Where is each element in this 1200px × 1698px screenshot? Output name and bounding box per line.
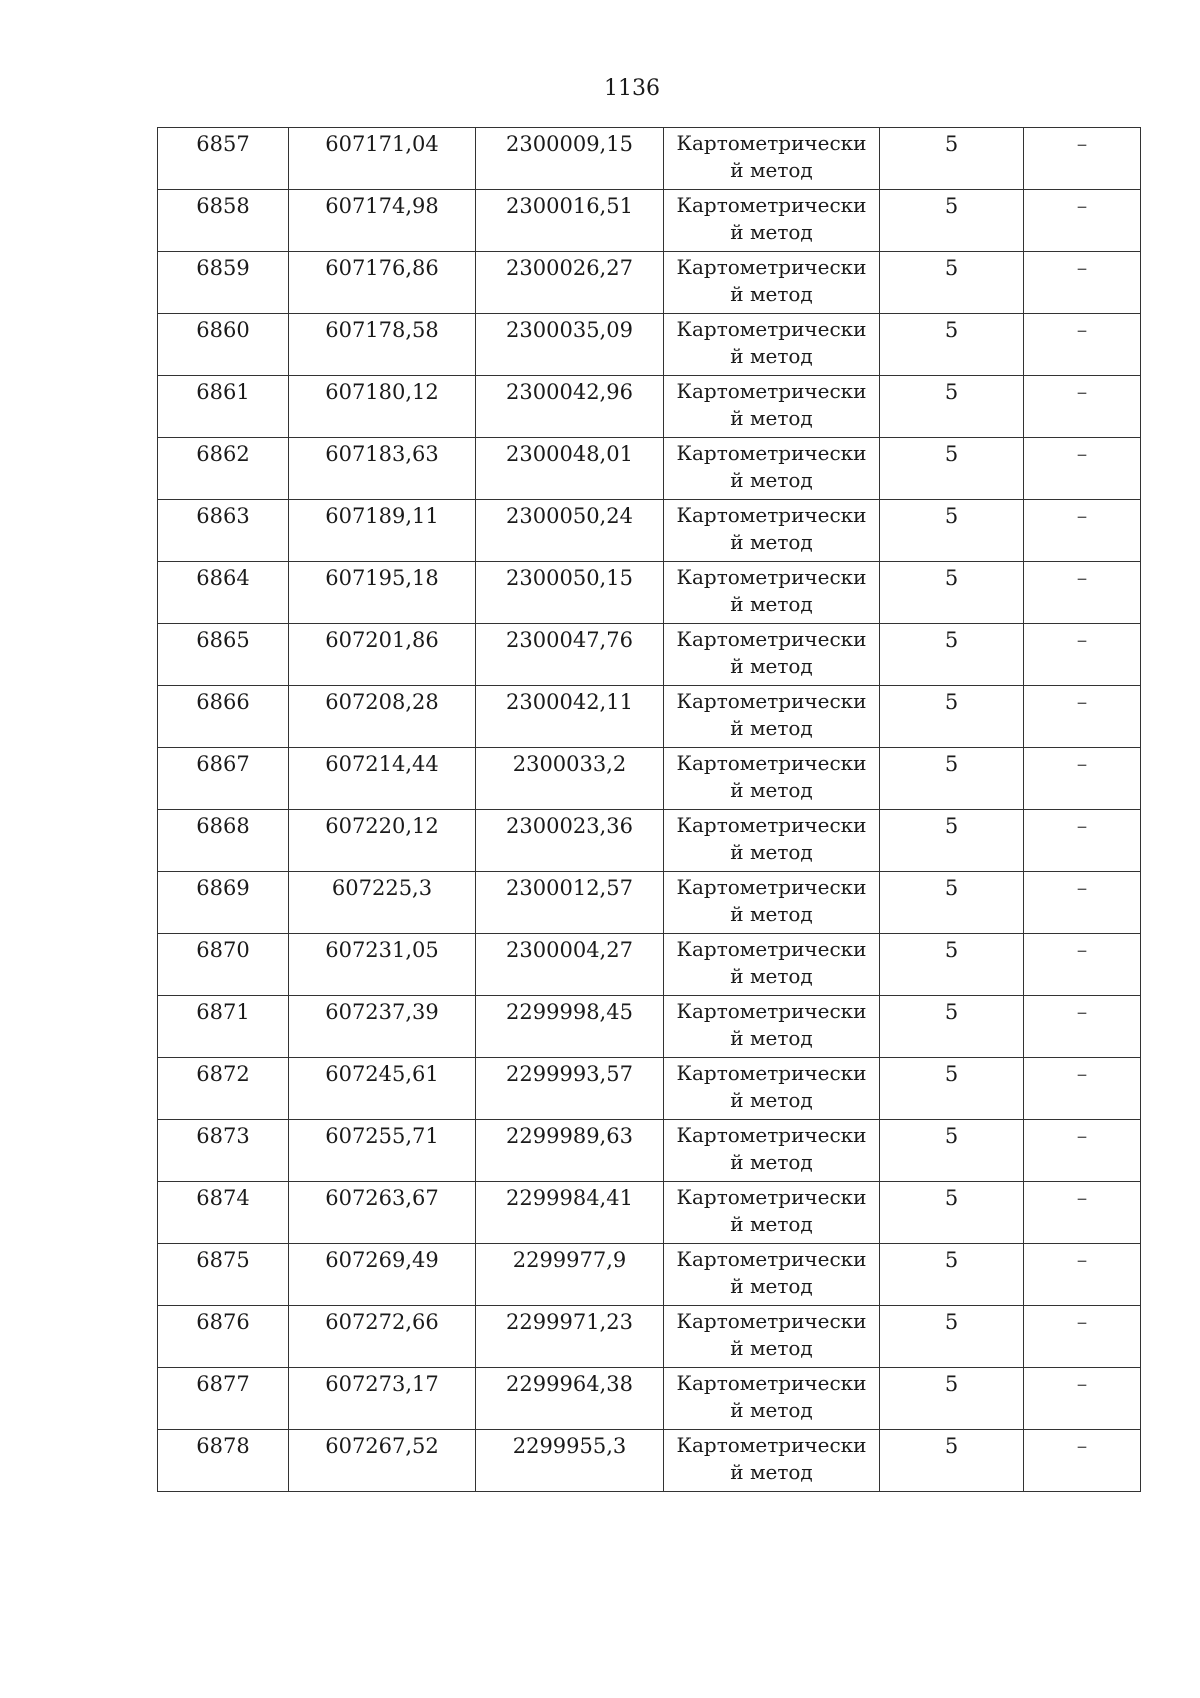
table-row	[158, 562, 1141, 624]
accuracy-cell: 5	[880, 1368, 1024, 1430]
method-cell: Картометрический метод	[664, 686, 880, 748]
note-cell: –	[1024, 562, 1141, 624]
x-coordinate-cell: 607220,12	[289, 810, 476, 872]
y-coordinate-cell: 2300047,76	[476, 624, 664, 686]
note-cell: –	[1024, 1244, 1141, 1306]
table-row	[158, 686, 1141, 748]
accuracy-cell: 5	[880, 376, 1024, 438]
method-cell: Картометрический метод	[664, 810, 880, 872]
table-row	[158, 1306, 1141, 1368]
table-row	[158, 314, 1141, 376]
x-coordinate-cell: 607237,39	[289, 996, 476, 1058]
method-cell: Картометрический метод	[664, 500, 880, 562]
table-row	[158, 1368, 1141, 1430]
note-cell: –	[1024, 996, 1141, 1058]
y-coordinate-cell: 2300012,57	[476, 872, 664, 934]
accuracy-cell: 5	[880, 190, 1024, 252]
y-coordinate-cell: 2300004,27	[476, 934, 664, 996]
x-coordinate-cell: 607231,05	[289, 934, 476, 996]
note-cell: –	[1024, 1182, 1141, 1244]
table-row	[158, 748, 1141, 810]
point-number-cell: 6873	[158, 1120, 289, 1182]
method-cell: Картометрический метод	[664, 996, 880, 1058]
accuracy-cell: 5	[880, 128, 1024, 190]
accuracy-cell: 5	[880, 686, 1024, 748]
note-cell: –	[1024, 810, 1141, 872]
note-cell: –	[1024, 1120, 1141, 1182]
table-row	[158, 500, 1141, 562]
accuracy-cell: 5	[880, 252, 1024, 314]
method-cell: Картометрический метод	[664, 1430, 880, 1492]
method-cell: Картометрический метод	[664, 252, 880, 314]
x-coordinate-cell: 607208,28	[289, 686, 476, 748]
x-coordinate-cell: 607263,67	[289, 1182, 476, 1244]
point-number-cell: 6870	[158, 934, 289, 996]
accuracy-cell: 5	[880, 438, 1024, 500]
x-coordinate-cell: 607174,98	[289, 190, 476, 252]
point-number-cell: 6865	[158, 624, 289, 686]
x-coordinate-cell: 607225,3	[289, 872, 476, 934]
y-coordinate-cell: 2300042,96	[476, 376, 664, 438]
note-cell: –	[1024, 314, 1141, 376]
table-row	[158, 810, 1141, 872]
method-cell: Картометрический метод	[664, 562, 880, 624]
y-coordinate-cell: 2300048,01	[476, 438, 664, 500]
note-cell: –	[1024, 376, 1141, 438]
y-coordinate-cell: 2300050,24	[476, 500, 664, 562]
y-coordinate-cell: 2299989,63	[476, 1120, 664, 1182]
note-cell: –	[1024, 1306, 1141, 1368]
accuracy-cell: 5	[880, 562, 1024, 624]
x-coordinate-cell: 607180,12	[289, 376, 476, 438]
table-row	[158, 438, 1141, 500]
method-cell: Картометрический метод	[664, 128, 880, 190]
point-number-cell: 6867	[158, 748, 289, 810]
note-cell: –	[1024, 1430, 1141, 1492]
method-cell: Картометрический метод	[664, 1244, 880, 1306]
note-cell: –	[1024, 1058, 1141, 1120]
point-number-cell: 6863	[158, 500, 289, 562]
coordinates-table-body	[158, 128, 1141, 1492]
note-cell: –	[1024, 686, 1141, 748]
method-cell: Картометрический метод	[664, 624, 880, 686]
point-number-cell: 6864	[158, 562, 289, 624]
point-number-cell: 6862	[158, 438, 289, 500]
method-cell: Картометрический метод	[664, 1182, 880, 1244]
x-coordinate-cell: 607176,86	[289, 252, 476, 314]
note-cell: –	[1024, 190, 1141, 252]
accuracy-cell: 5	[880, 1182, 1024, 1244]
x-coordinate-cell: 607171,04	[289, 128, 476, 190]
table-row	[158, 1430, 1141, 1492]
point-number-cell: 6861	[158, 376, 289, 438]
y-coordinate-cell: 2300035,09	[476, 314, 664, 376]
table-row	[158, 1244, 1141, 1306]
y-coordinate-cell: 2300009,15	[476, 128, 664, 190]
coordinates-table	[157, 127, 1141, 1492]
y-coordinate-cell: 2300042,11	[476, 686, 664, 748]
accuracy-cell: 5	[880, 500, 1024, 562]
x-coordinate-cell: 607273,17	[289, 1368, 476, 1430]
note-cell: –	[1024, 500, 1141, 562]
y-coordinate-cell: 2300026,27	[476, 252, 664, 314]
accuracy-cell: 5	[880, 934, 1024, 996]
point-number-cell: 6875	[158, 1244, 289, 1306]
x-coordinate-cell: 607245,61	[289, 1058, 476, 1120]
accuracy-cell: 5	[880, 624, 1024, 686]
point-number-cell: 6869	[158, 872, 289, 934]
x-coordinate-cell: 607272,66	[289, 1306, 476, 1368]
method-cell: Картометрический метод	[664, 934, 880, 996]
y-coordinate-cell: 2299964,38	[476, 1368, 664, 1430]
x-coordinate-cell: 607201,86	[289, 624, 476, 686]
x-coordinate-cell: 607178,58	[289, 314, 476, 376]
point-number-cell: 6866	[158, 686, 289, 748]
y-coordinate-cell: 2299971,23	[476, 1306, 664, 1368]
y-coordinate-cell: 2300033,2	[476, 748, 664, 810]
accuracy-cell: 5	[880, 996, 1024, 1058]
x-coordinate-cell: 607267,52	[289, 1430, 476, 1492]
y-coordinate-cell: 2299993,57	[476, 1058, 664, 1120]
table-row	[158, 1120, 1141, 1182]
point-number-cell: 6868	[158, 810, 289, 872]
accuracy-cell: 5	[880, 1058, 1024, 1120]
y-coordinate-cell: 2300023,36	[476, 810, 664, 872]
table-row	[158, 376, 1141, 438]
method-cell: Картометрический метод	[664, 438, 880, 500]
x-coordinate-cell: 607214,44	[289, 748, 476, 810]
y-coordinate-cell: 2299955,3	[476, 1430, 664, 1492]
accuracy-cell: 5	[880, 1120, 1024, 1182]
method-cell: Картометрический метод	[664, 376, 880, 438]
x-coordinate-cell: 607195,18	[289, 562, 476, 624]
note-cell: –	[1024, 934, 1141, 996]
note-cell: –	[1024, 128, 1141, 190]
note-cell: –	[1024, 748, 1141, 810]
x-coordinate-cell: 607189,11	[289, 500, 476, 562]
y-coordinate-cell: 2299998,45	[476, 996, 664, 1058]
point-number-cell: 6872	[158, 1058, 289, 1120]
point-number-cell: 6858	[158, 190, 289, 252]
note-cell: –	[1024, 624, 1141, 686]
table-row	[158, 934, 1141, 996]
table-row	[158, 128, 1141, 190]
y-coordinate-cell: 2300016,51	[476, 190, 664, 252]
note-cell: –	[1024, 872, 1141, 934]
y-coordinate-cell: 2300050,15	[476, 562, 664, 624]
point-number-cell: 6876	[158, 1306, 289, 1368]
point-number-cell: 6859	[158, 252, 289, 314]
x-coordinate-cell: 607255,71	[289, 1120, 476, 1182]
table-row	[158, 872, 1141, 934]
method-cell: Картометрический метод	[664, 872, 880, 934]
note-cell: –	[1024, 252, 1141, 314]
table-row	[158, 1182, 1141, 1244]
table-row	[158, 996, 1141, 1058]
note-cell: –	[1024, 438, 1141, 500]
accuracy-cell: 5	[880, 1306, 1024, 1368]
y-coordinate-cell: 2299977,9	[476, 1244, 664, 1306]
table-row	[158, 252, 1141, 314]
point-number-cell: 6877	[158, 1368, 289, 1430]
x-coordinate-cell: 607183,63	[289, 438, 476, 500]
accuracy-cell: 5	[880, 1430, 1024, 1492]
method-cell: Картометрический метод	[664, 1120, 880, 1182]
accuracy-cell: 5	[880, 810, 1024, 872]
x-coordinate-cell: 607269,49	[289, 1244, 476, 1306]
point-number-cell: 6860	[158, 314, 289, 376]
accuracy-cell: 5	[880, 748, 1024, 810]
page-number: 1136	[604, 76, 660, 101]
method-cell: Картометрический метод	[664, 1306, 880, 1368]
method-cell: Картометрический метод	[664, 1058, 880, 1120]
table-row	[158, 1058, 1141, 1120]
method-cell: Картометрический метод	[664, 190, 880, 252]
accuracy-cell: 5	[880, 872, 1024, 934]
accuracy-cell: 5	[880, 1244, 1024, 1306]
table-row	[158, 624, 1141, 686]
table-row	[158, 190, 1141, 252]
point-number-cell: 6857	[158, 128, 289, 190]
method-cell: Картометрический метод	[664, 1368, 880, 1430]
point-number-cell: 6871	[158, 996, 289, 1058]
note-cell: –	[1024, 1368, 1141, 1430]
accuracy-cell: 5	[880, 314, 1024, 376]
y-coordinate-cell: 2299984,41	[476, 1182, 664, 1244]
method-cell: Картометрический метод	[664, 748, 880, 810]
method-cell: Картометрический метод	[664, 314, 880, 376]
point-number-cell: 6874	[158, 1182, 289, 1244]
point-number-cell: 6878	[158, 1430, 289, 1492]
